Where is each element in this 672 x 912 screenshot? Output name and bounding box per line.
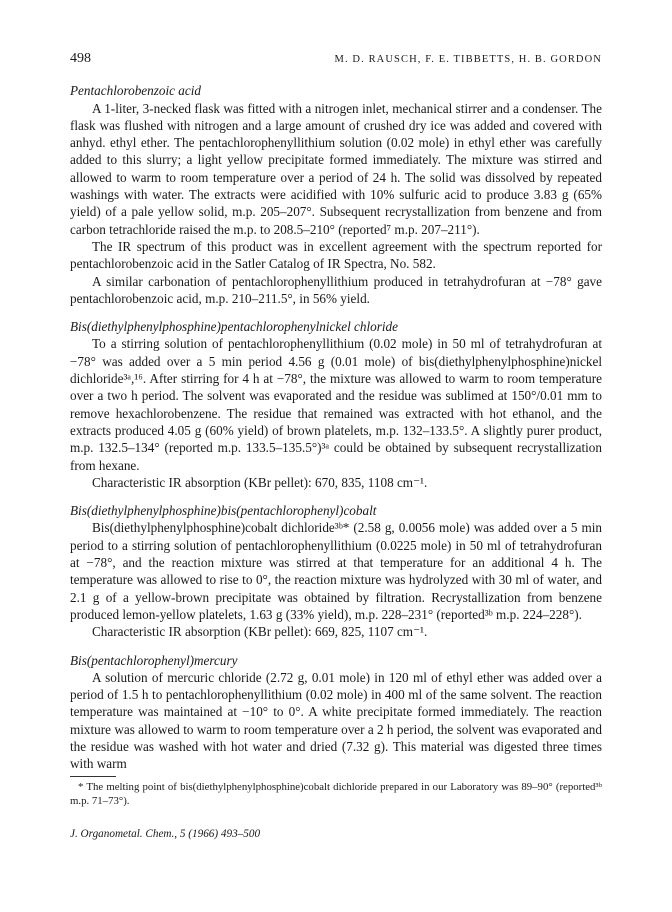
section-mercury xyxy=(70,652,602,773)
section-pentachlorobenzoic-acid xyxy=(70,82,602,307)
author-line: M. D. RAUSCH, F. E. TIBBETTS, H. B. GORDON xyxy=(334,54,602,65)
paragraph: The IR spectrum of this product was in excellent agreement with the spectrum reported for pentachlorobenzoic acid in the Satler Catalog of IR Spectra, No. 582. xyxy=(70,238,602,272)
section-heading: Bis(diethylphenylphosphine)pentachlorophenylnickel chloride xyxy=(70,319,398,335)
paragraph: To a stirring solution of pentachlorophenyllithium (0.02 mole) in 50 ml of tetrahydrofuran at −78° was added over a 5 min period 4.56 g (0.01 mole) of bis(diethylphenylphosphine)nickel dichloride³ᵃ,¹⁶. After stirring for 4 h at −78°, the mixture was allowed to warm to room temperature over a two h period. The solvent was evaporated and the residue was sublimed at 150°/0.01 mm to remove hexachlorobenzene. The residue that remained was extracted with hot ethanol, and the extracts produced 4.05 g (60% yield) of brown platelets, m.p. 132–133.5°. A slightly purer product, m.p. 132.5–134° (reported m.p. 133.5–135.5°)³ᵃ could be obtained by subsequent recrystallization from hexane. xyxy=(70,336,602,473)
section-heading: Bis(pentachlorophenyl)mercury xyxy=(70,652,238,668)
paragraph: Characteristic IR absorption (KBr pellet): 670, 835, 1108 cm⁻¹. xyxy=(92,474,428,490)
section-heading: Bis(diethylphenylphosphine)bis(pentachlorophenyl)cobalt xyxy=(70,503,377,519)
footnote: * The melting point of bis(diethylphenylphosphine)cobalt dichloride prepared in our Laboratory was 89–90° (reported³ᵇ m.p. 71–73°). xyxy=(70,780,602,807)
paragraph: Characteristic IR absorption (KBr pellet): 669, 825, 1107 cm⁻¹. xyxy=(92,624,428,640)
section-heading: Pentachlorobenzoic acid xyxy=(70,83,201,99)
paragraph: A solution of mercuric chloride (2.72 g, 0.01 mole) in 120 ml of ethyl ether was added over a period of 1.5 h to pentachlorophenyllithium (0.02 mole) in 400 ml of the same solvent. The reaction temperature was maintained at −10° to 0°. A white precipitate formed immediately. The reaction mixture was allowed to warm to room temperature over a 2 h period, the solvent was evaporated and the residue was washed with hot water and dried (7.32 g). This material was digested three times with warm xyxy=(70,669,602,772)
paragraph: A 1-liter, 3-necked flask was fitted with a nitrogen inlet, mechanical stirrer and a condenser. The flask was flushed with nitrogen and a large amount of crushed dry ice was added and covered with anhyd. ethyl ether. The pentachlorophenyllithium solution (0.02 mole) in ethyl ether was carefully added to this slurry; a light yellow precipitate formed immediately. The mixture was stirred and allowed to warm to room temperature over a period of 24 h. The solid was dissolved by repeated washings with water. The extracts were acidified with 10% sulfuric acid to produce 3.83 g (65% yield) of a pale yellow solid, m.p. 205–207°. Subsequent recrystallization from benzene and from carbon tetrachloride raised the m.p. to 208.5–210° (reported⁷ m.p. 207–211°). xyxy=(70,100,602,237)
footnote-rule xyxy=(70,776,116,777)
section-nickel-chloride xyxy=(70,318,602,491)
section-cobalt xyxy=(70,502,602,640)
page-number: 498 xyxy=(70,51,91,66)
journal-citation: J. Organometal. Chem., 5 (1966) 493–500 xyxy=(70,827,261,840)
paragraph: Bis(diethylphenylphosphine)cobalt dichloride³ᵇ* (2.58 g, 0.0056 mole) was added over a 5 min period to a stirring solution of pentachlorophenyllithium (0.0225 mole) in 50 ml of tetrahydrofuran at −78°, and the reaction mixture was stirred at that temperature for an additional 4 h. The temperature was allowed to rise to 0°, the reaction mixture was hydrolyzed with 30 ml of water, and 2.1 g of a yellow-brown precipitate was obtained by filtration. Recrystallization from benzene produced lemon-yellow platelets, 1.63 g (33% yield), m.p. 228–231° (reported³ᵇ m.p. 224–228°). xyxy=(70,520,602,622)
paragraph: A similar carbonation of pentachlorophenyllithium produced in tetrahydrofuran at −78° gave pentachlorobenzoic acid, m.p. 210–211.5°, in 56% yield. xyxy=(70,273,602,306)
running-head xyxy=(70,50,602,68)
